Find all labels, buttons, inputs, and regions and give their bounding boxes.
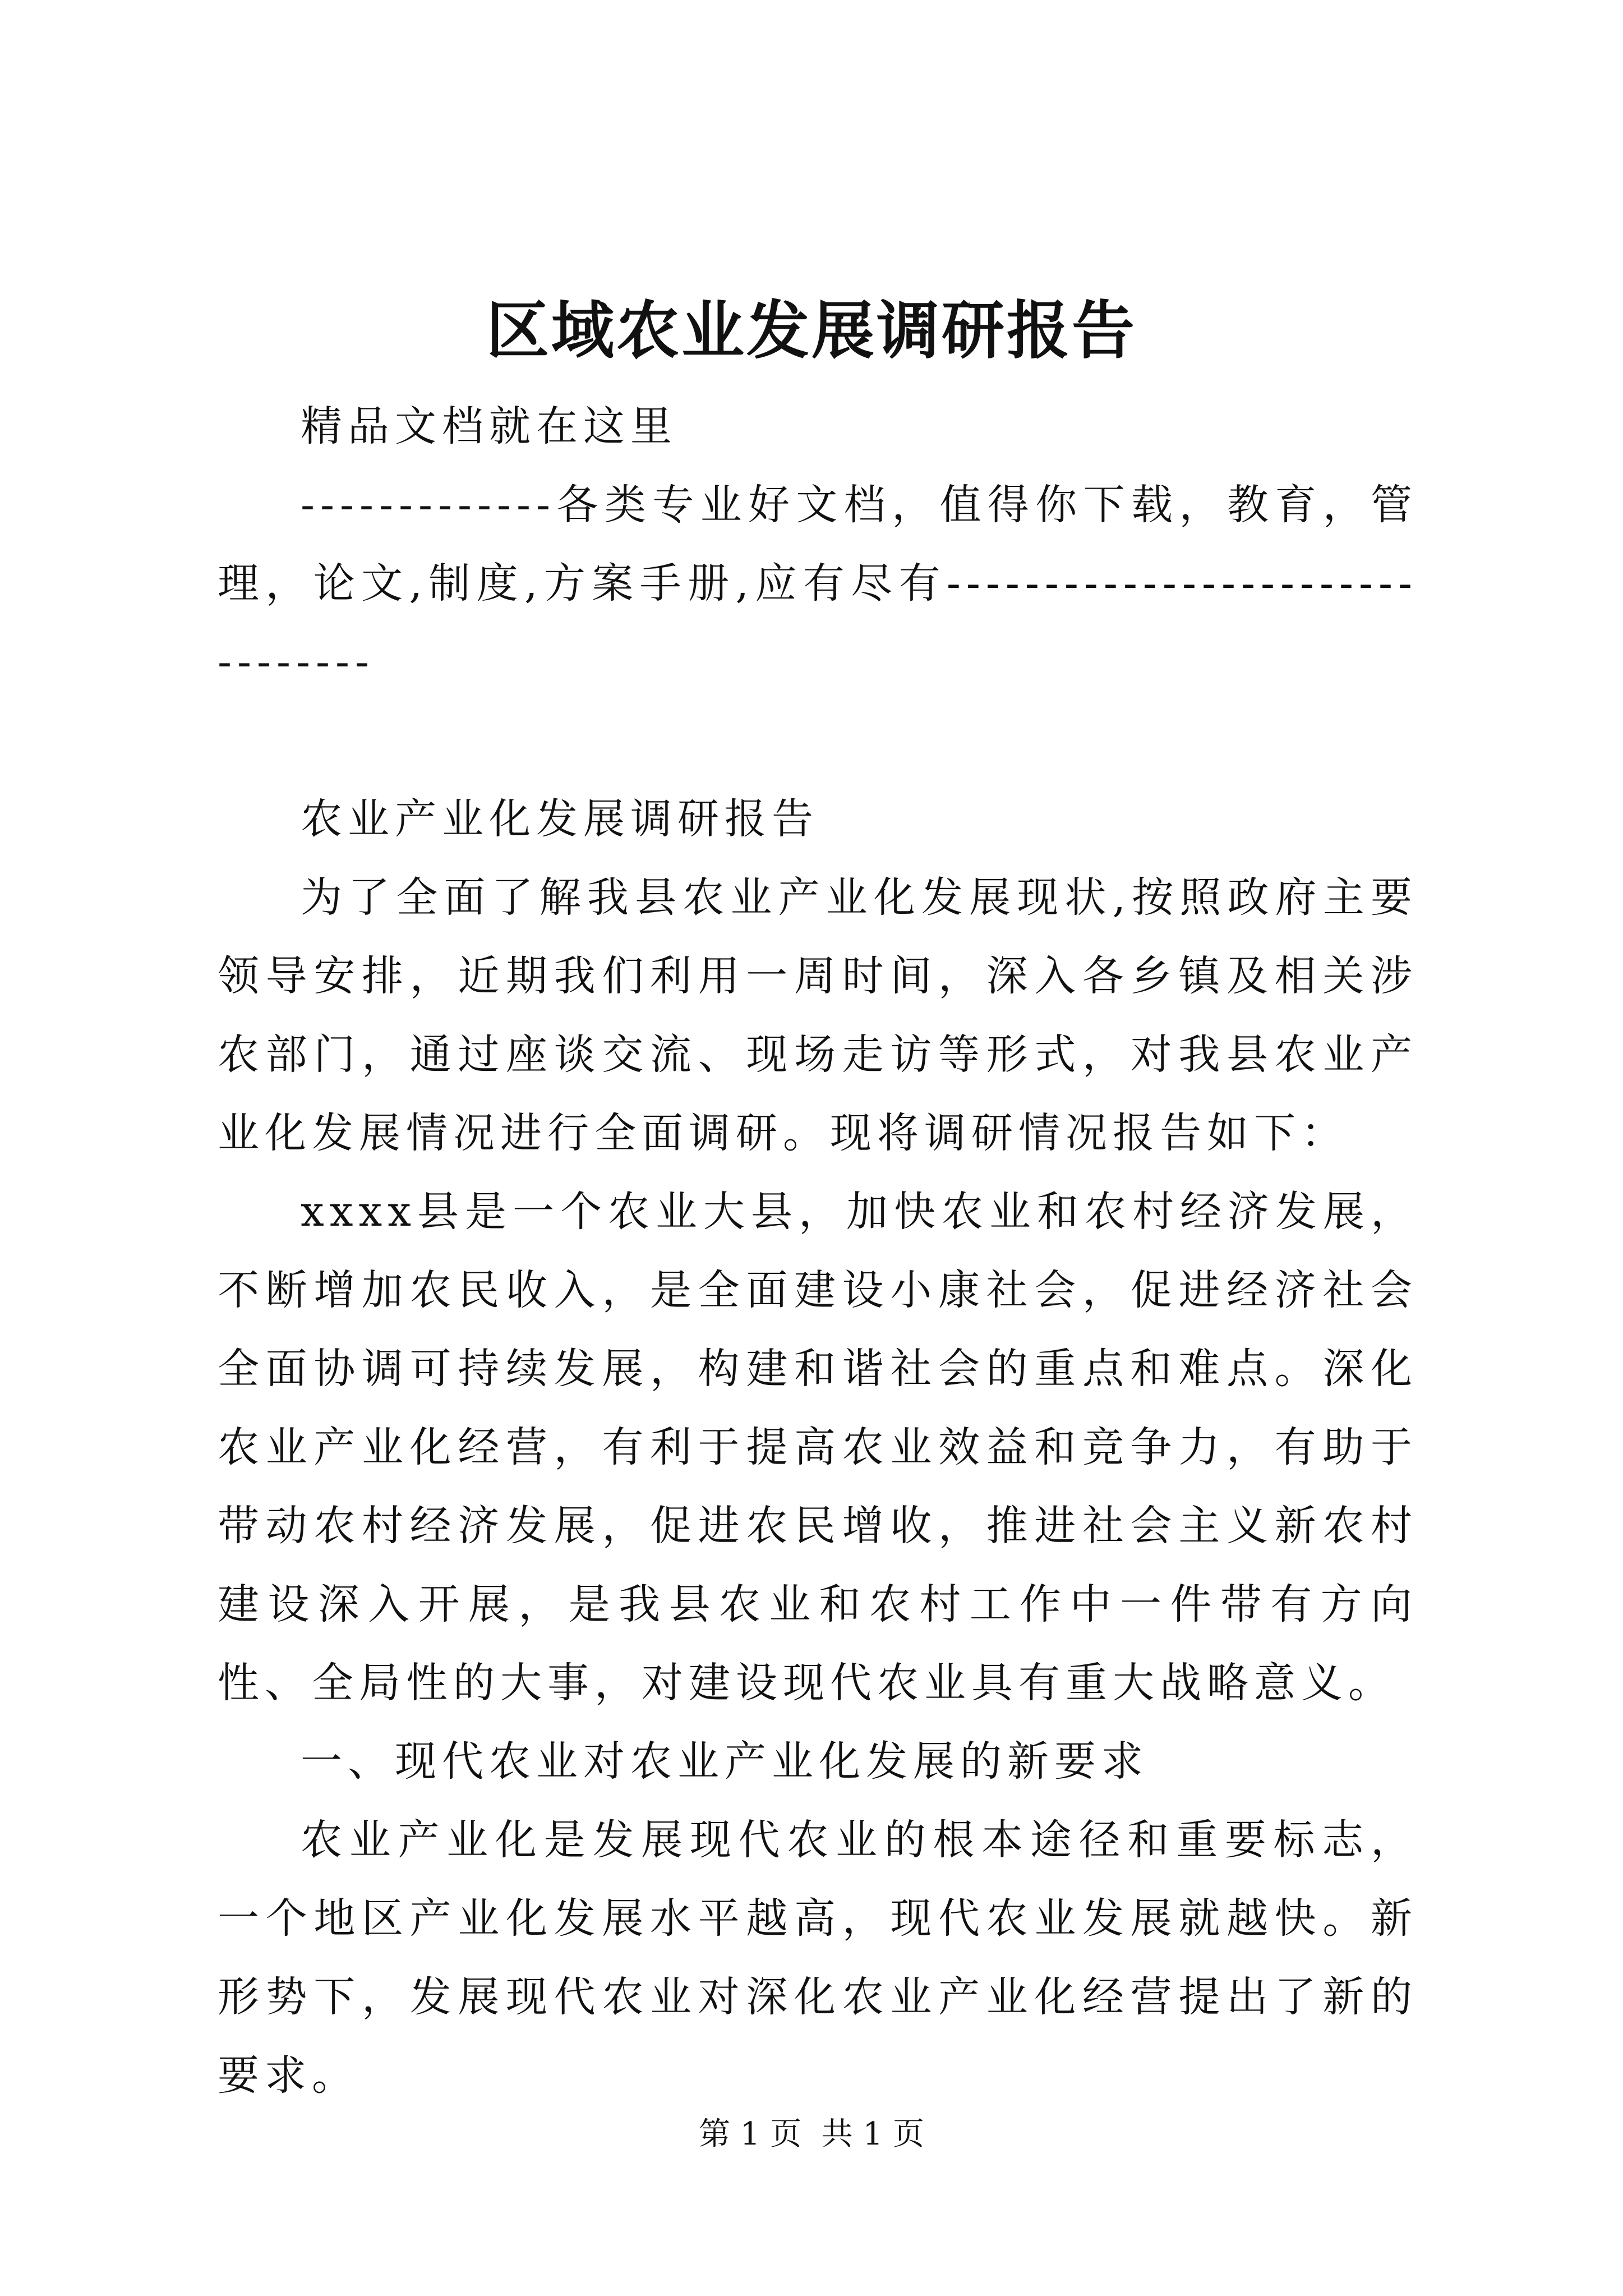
promo-line-2: -------------各类专业好文档，值得你下载，教育，管理，论文,制度,方案手册,应有尽有-------------------------------- <box>218 481 1418 686</box>
section-one-heading: 一、现代农业对农业产业化发展的新要求 <box>301 1737 1149 1786</box>
section-one-paragraph: 农业产业化是发展现代农业的根本途径和重要标志，一个地区产业化发展水平越高，现代农业发展就越快。新形势下，发展现代农业对深化农业产业化经营提出了新的要求。 <box>218 1816 1418 2100</box>
report-heading: 农业产业化发展调研报告 <box>301 795 819 843</box>
intro-paragraph: 为了全面了解我县农业产业化发展现状,按照政府主要领导安排，近期我们利用一周时间，深入各乡镇及相关涉农部门，通过座谈交流、现场走访等形式，对我县农业产业化发展情况进行全面调研。现将调研情况报告如下： <box>218 873 1418 1157</box>
document-title: 区域农业发展调研报告 <box>486 294 1137 367</box>
background-paragraph: xxxx县是一个农业大县，加快农业和农村经济发展，不断增加农民收入，是全面建设小康社会，促进经济社会全面协调可持续发展，构建和谐社会的重点和难点。深化农业产业化经营，有利于提高农业效益和竞争力，有助于带动农村经济发展，促进农民增收，推进社会主义新农村建设深入开展，是我县农业和农村工作中一件带有方向性、全局性的大事，对建设现代农业具有重大战略意义。 <box>218 1188 1418 1707</box>
promo-line-1: 精品文档就在这里 <box>301 402 677 450</box>
page-footer: 第 1 页 共 1 页 <box>698 2116 925 2152</box>
document-body <box>218 387 1418 2115</box>
